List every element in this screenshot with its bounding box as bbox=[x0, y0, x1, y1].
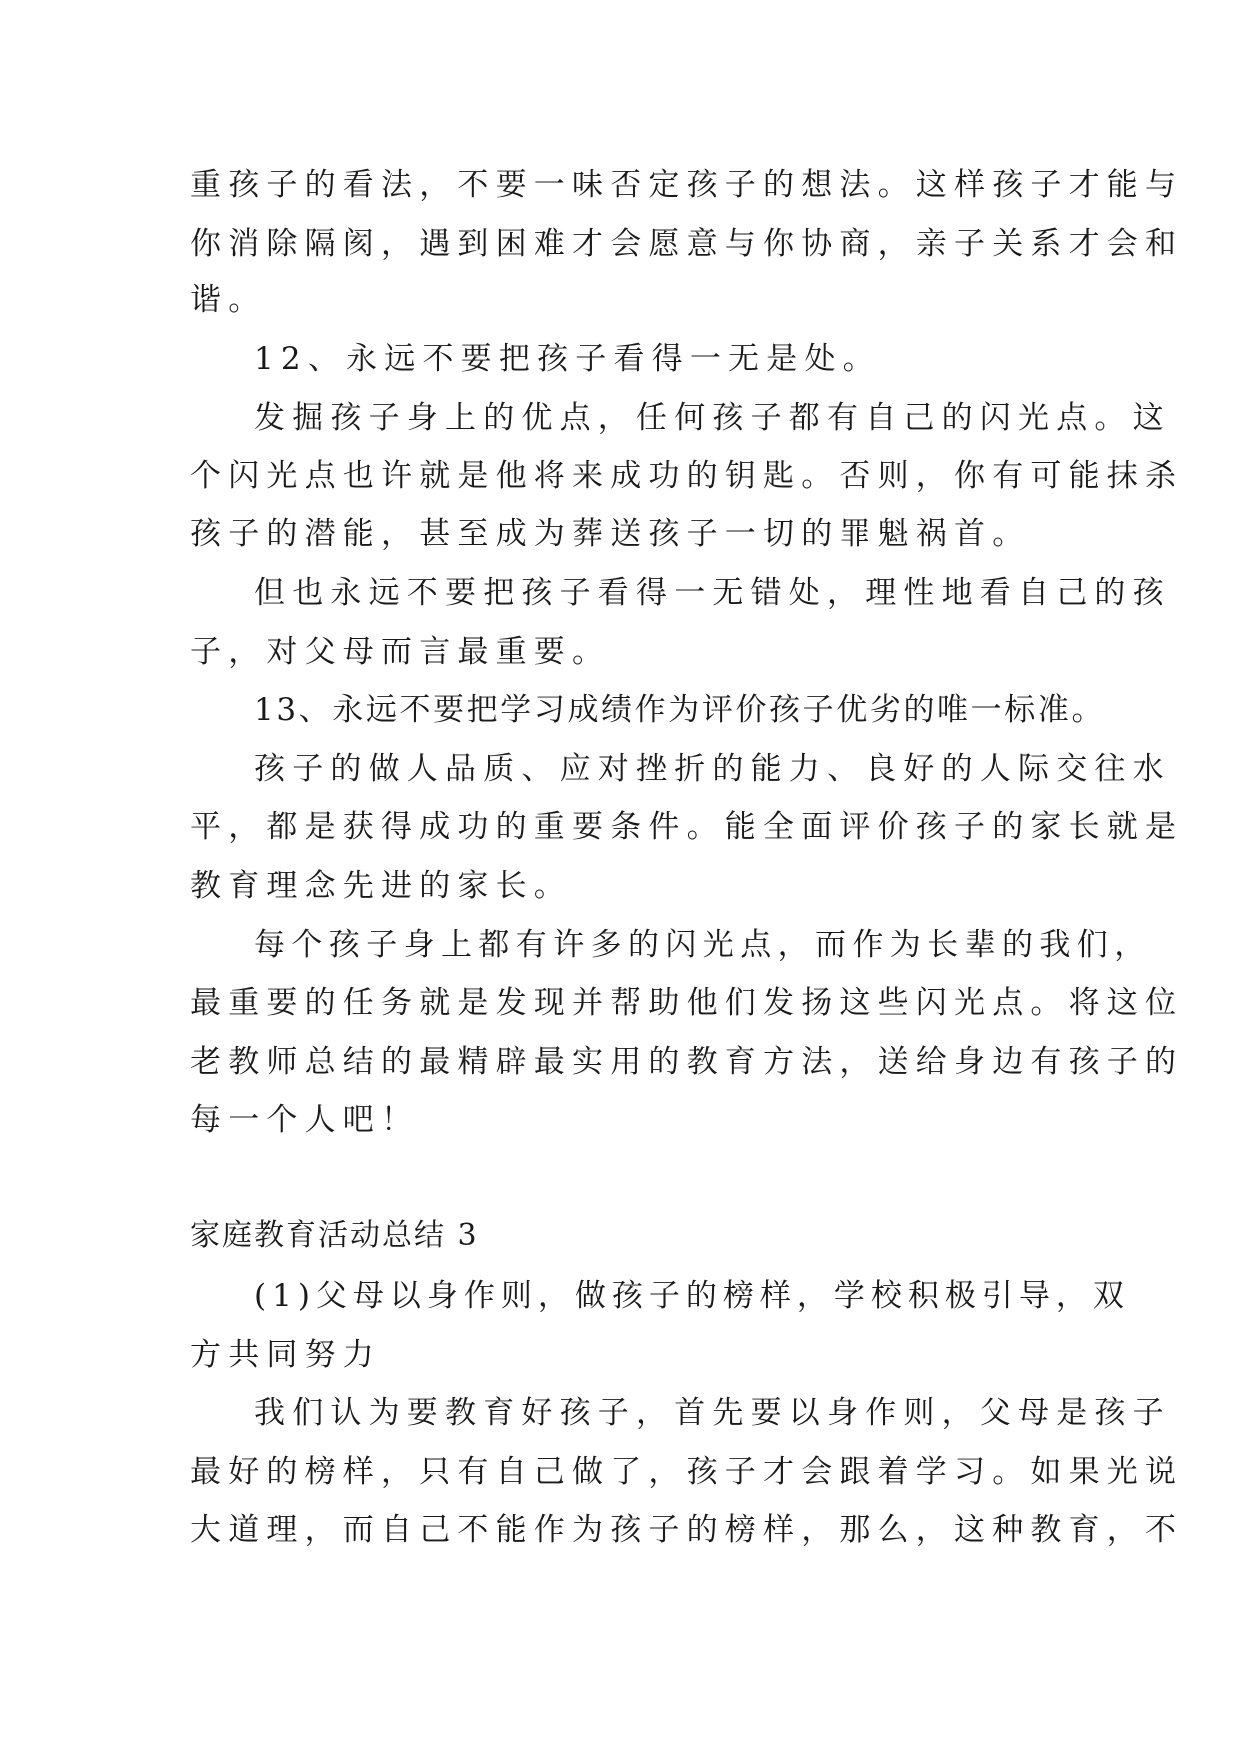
section-item-12: 12、永远不要把孩子看得一无是处。 bbox=[254, 341, 881, 377]
section-item-13: 13、永远不要把学习成绩作为评价孩子优劣的唯一标准。 bbox=[254, 692, 1106, 728]
text-line: 发掘孩子身上的优点，任何孩子都有自己的闪光点。这 bbox=[254, 400, 1171, 436]
text-line: 每个孩子身上都有许多的闪光点，而作为长辈的我们， bbox=[254, 927, 1152, 963]
text-line: 孩子的做人品质、应对挫折的能力、良好的人际交往水 bbox=[254, 751, 1171, 787]
text-line: 老教师总结的最精辟最实用的教育方法，送给身边有孩子的 bbox=[190, 1044, 1184, 1080]
text-line: 教育理念先进的家长。 bbox=[190, 868, 572, 904]
text-line: 重孩子的看法，不要一味否定孩子的想法。这样孩子才能与 bbox=[190, 167, 1184, 203]
text-line: 你消除隔阂，遇到困难才会愿意与你协商，亲子关系才会和 bbox=[190, 226, 1184, 262]
text-line: 个闪光点也许就是他将来成功的钥匙。否则，你有可能抹杀 bbox=[190, 458, 1184, 494]
text-line: 我们认为要教育好孩子，首先要以身作则，父母是孩子 bbox=[254, 1395, 1171, 1431]
text-line: 子，对父母而言最重要。 bbox=[190, 634, 611, 670]
text-line: 方共同努力 bbox=[190, 1337, 381, 1373]
text-line: 但也永远不要把孩子看得一无错处，理性地看自己的孩 bbox=[254, 575, 1171, 611]
text-line: 平，都是获得成功的重要条件。能全面评价孩子的家长就是 bbox=[190, 809, 1184, 845]
text-line: 最重要的任务就是发现并帮助他们发扬这些闪光点。将这位 bbox=[190, 985, 1184, 1021]
text-line: 最好的榜样，只有自己做了，孩子才会跟着学习。如果光说 bbox=[190, 1454, 1184, 1490]
text-line: 大道理，而自己不能作为孩子的榜样，那么，这种教育，不 bbox=[190, 1512, 1184, 1548]
text-line: 每一个人吧！ bbox=[190, 1102, 420, 1138]
text-line: (1)父母以身作则，做孩子的榜样，学校积极引导，双 bbox=[254, 1278, 1130, 1314]
text-line: 谐。 bbox=[190, 282, 267, 318]
text-line: 孩子的潜能，甚至成为葬送孩子一切的罪魁祸首。 bbox=[190, 516, 1031, 552]
section-heading: 家庭教育活动总结 3 bbox=[190, 1218, 479, 1253]
